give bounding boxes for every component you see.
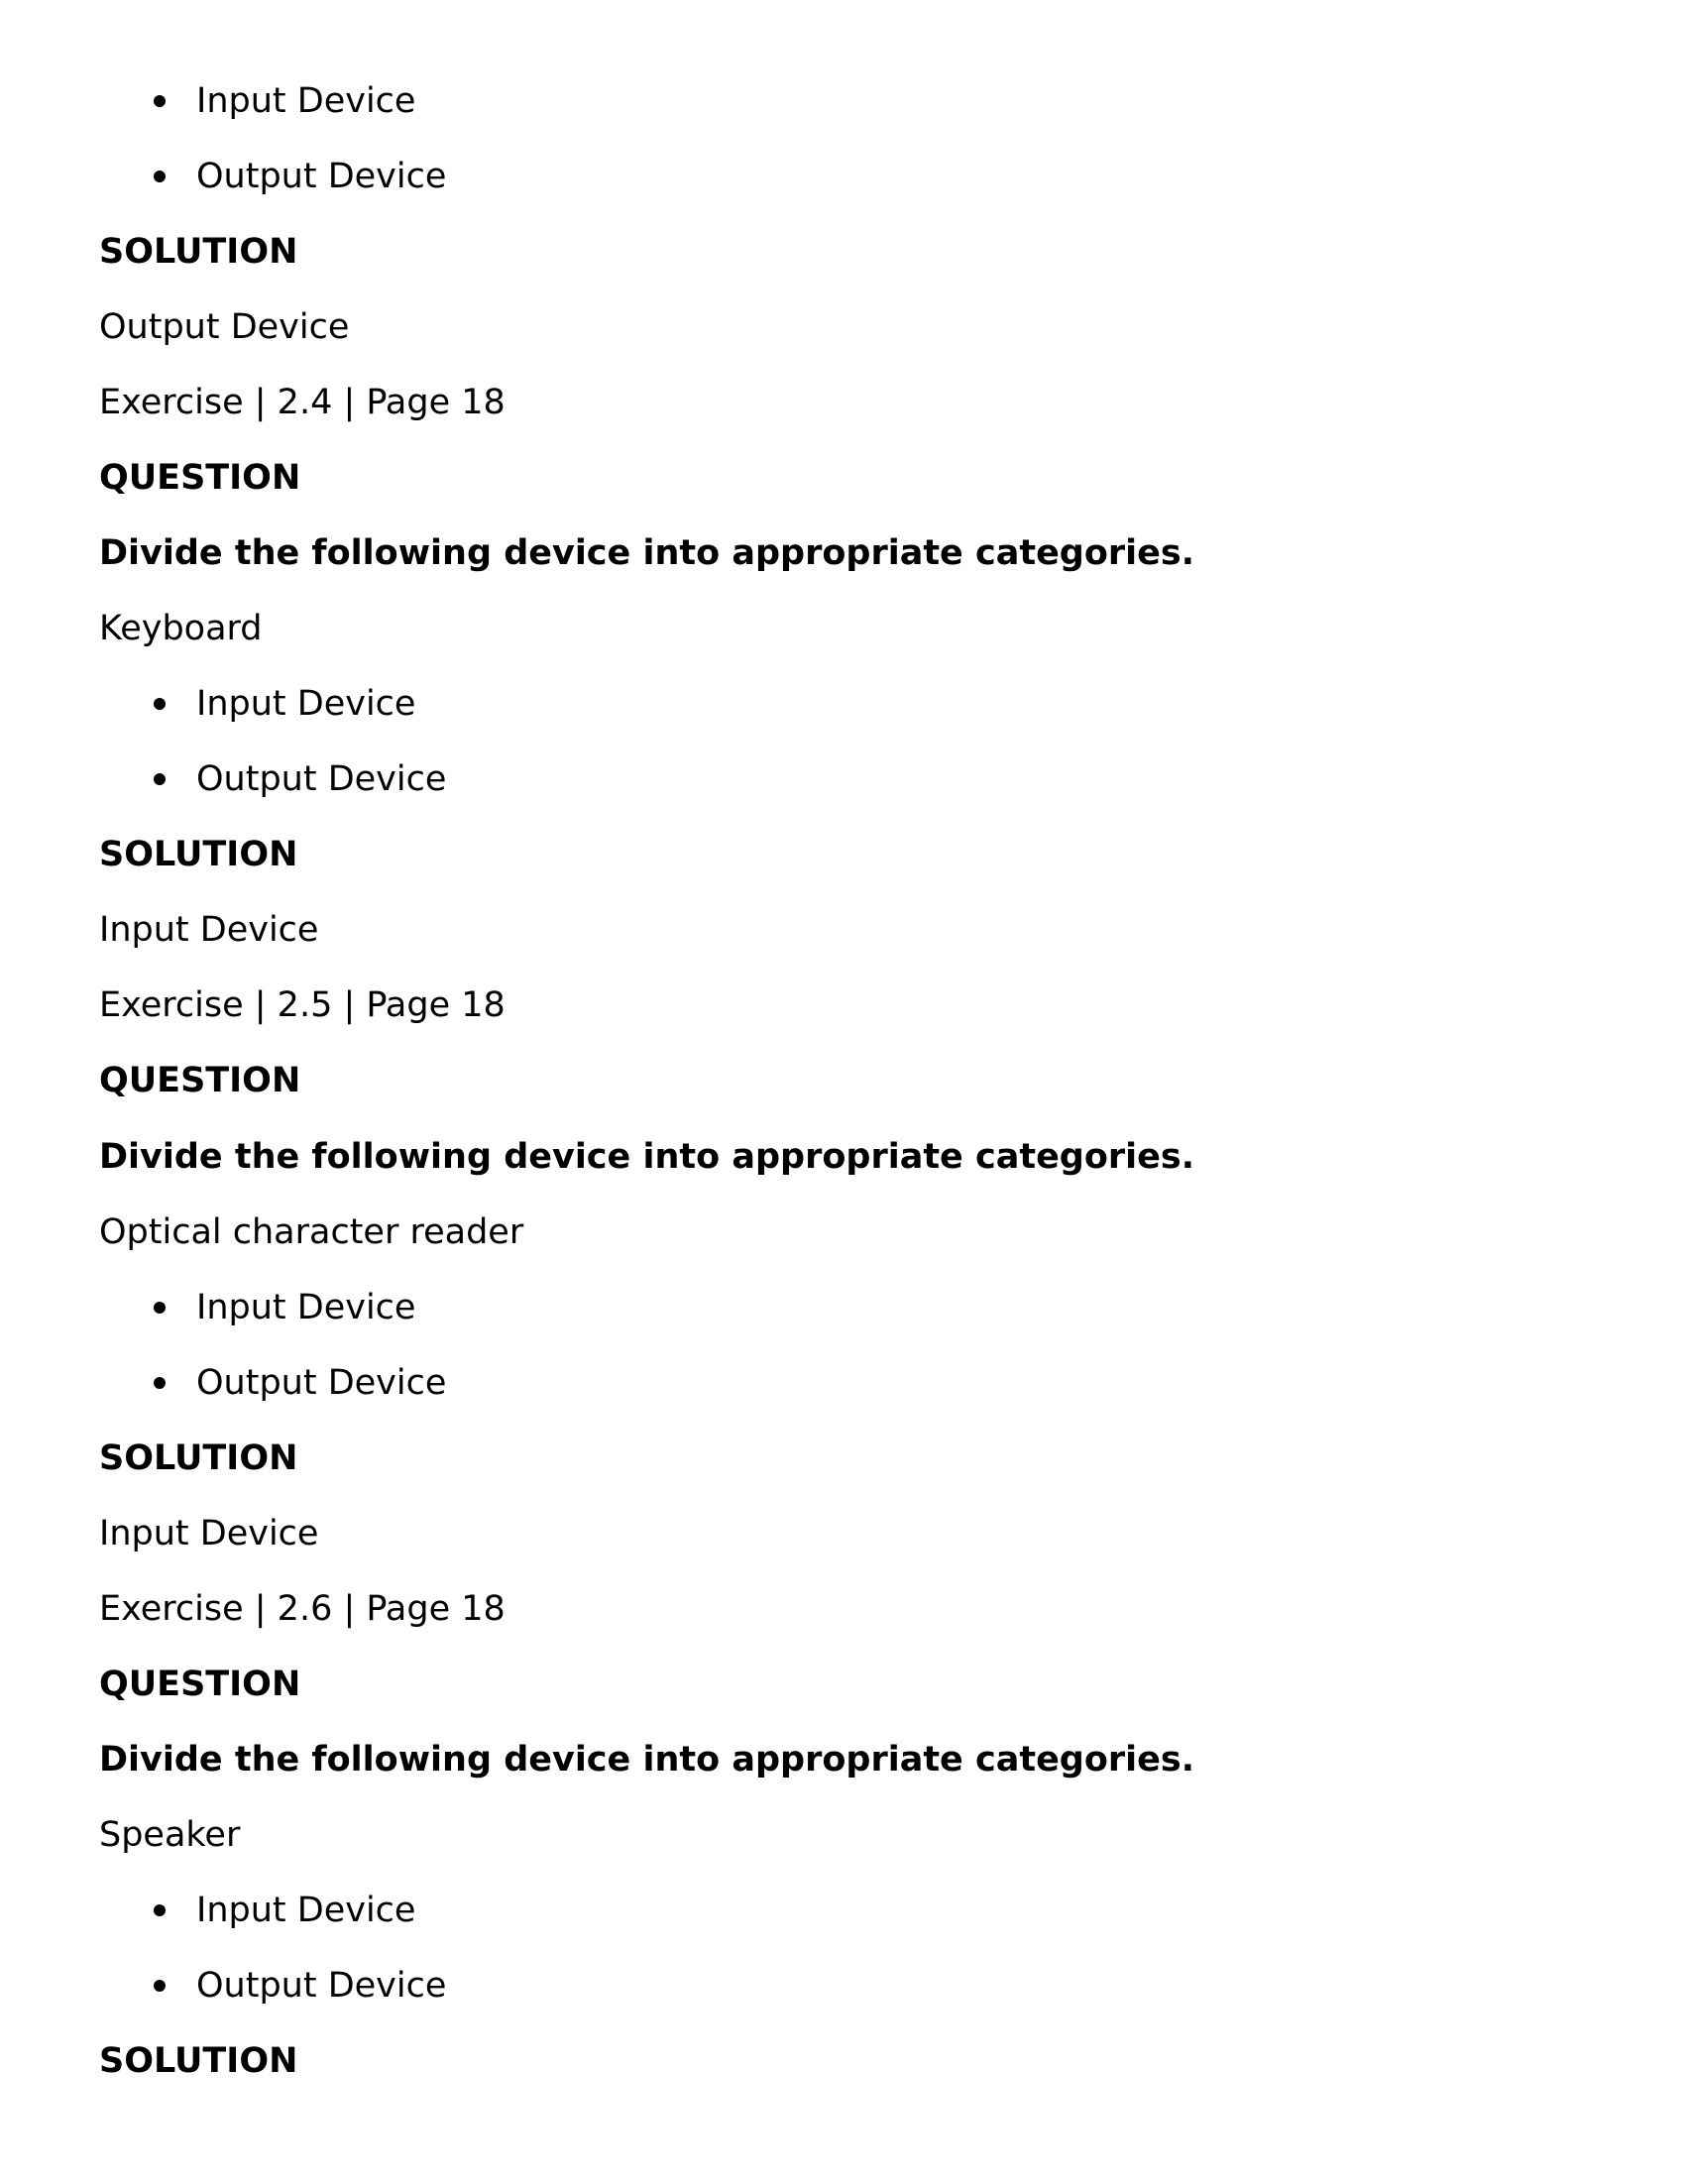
question-heading: QUESTION xyxy=(99,458,301,498)
solution-answer: Input Device xyxy=(99,1514,319,1553)
bullet-icon xyxy=(154,698,166,710)
option-label: Input Device xyxy=(196,1891,416,1930)
option-item xyxy=(154,756,446,802)
option-label: Input Device xyxy=(196,81,416,121)
bullet-icon xyxy=(154,1904,166,1916)
bullet-icon xyxy=(154,171,166,182)
bullet-icon xyxy=(154,95,166,107)
bullet-icon xyxy=(154,1980,166,1992)
bullet-icon xyxy=(154,1377,166,1389)
option-item xyxy=(154,1963,446,2009)
question-heading: QUESTION xyxy=(99,1665,301,1704)
solution-heading: SOLUTION xyxy=(99,835,298,874)
option-item xyxy=(154,681,415,727)
option-item xyxy=(154,1360,446,1406)
option-label: Output Device xyxy=(196,1966,447,2006)
question-prompt: Divide the following device into appropriate categories. xyxy=(99,1740,1195,1780)
solution-heading: SOLUTION xyxy=(99,1438,298,1478)
option-label: Output Device xyxy=(196,759,447,799)
solution-heading: SOLUTION xyxy=(99,2041,298,2081)
exercise-reference: Exercise | 2.5 | Page 18 xyxy=(99,985,506,1025)
question-device: Keyboard xyxy=(99,609,263,648)
question-device: Optical character reader xyxy=(99,1212,524,1252)
question-prompt: Divide the following device into appropriate categories. xyxy=(99,1137,1195,1177)
option-label: Input Device xyxy=(196,1288,416,1327)
question-heading: QUESTION xyxy=(99,1061,301,1100)
exercise-reference: Exercise | 2.4 | Page 18 xyxy=(99,383,506,422)
option-label: Output Device xyxy=(196,157,447,196)
option-item xyxy=(154,154,446,199)
option-item xyxy=(154,1888,415,1933)
solution-heading: SOLUTION xyxy=(99,232,298,272)
solution-answer: Output Device xyxy=(99,307,350,347)
exercise-reference: Exercise | 2.6 | Page 18 xyxy=(99,1589,506,1629)
option-label: Output Device xyxy=(196,1363,447,1403)
option-item xyxy=(154,78,415,124)
solution-answer: Input Device xyxy=(99,910,319,950)
bullet-icon xyxy=(154,1302,166,1314)
option-item xyxy=(154,1285,415,1330)
question-prompt: Divide the following device into appropriate categories. xyxy=(99,533,1195,573)
bullet-icon xyxy=(154,773,166,785)
option-label: Input Device xyxy=(196,684,416,724)
question-device: Speaker xyxy=(99,1815,241,1855)
